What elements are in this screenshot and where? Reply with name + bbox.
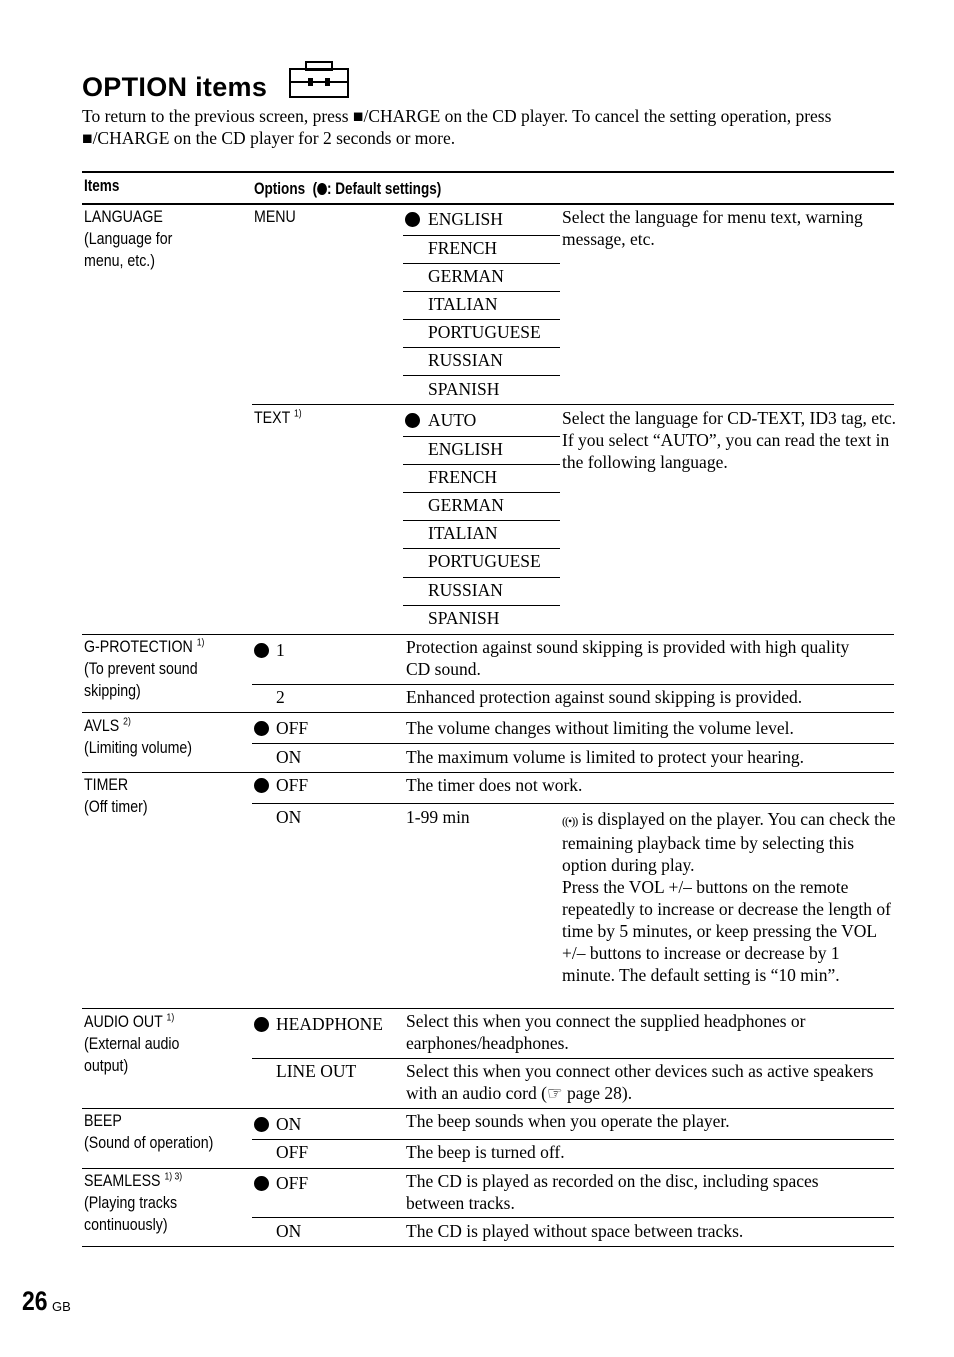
item-avls-desc1: (Limiting volume) [84, 739, 193, 757]
text-description: Select the language for CD-TEXT, ID3 tag, etc. If you select “AUTO”, you can read the text in the following language. [562, 408, 896, 472]
item-beep-desc1: (Sound of operation) [84, 1134, 214, 1152]
menu-default-dot-icon [405, 208, 426, 230]
menu-description: Select the language for menu text, warning message, etc. [562, 207, 863, 249]
item-seamless-label: SEAMLESS [84, 1172, 161, 1190]
menu-option-english: ENGLISH [428, 209, 503, 229]
avls-option-off: OFF [276, 718, 309, 738]
item-timer-desc1: (Off timer) [84, 798, 148, 816]
timer-default-dot-icon [254, 774, 275, 796]
beep-option-on: ON [276, 1114, 302, 1134]
header-options-label: Options [254, 180, 306, 198]
page-title-text: OPTION items [82, 72, 268, 102]
seamless-default-dot-icon [254, 1172, 275, 1194]
seamless-option-off-desc: The CD is played as recorded on the disc, including spaces between tracks. [406, 1171, 819, 1213]
menu-option-italian: ITALIAN [428, 294, 498, 314]
seamless-option-on-desc: The CD is played without space between tracks. [406, 1221, 744, 1241]
text-default-dot-icon [405, 409, 426, 431]
audioout-option-lineout-desc [406, 1060, 876, 1104]
page-title [82, 72, 267, 103]
audioout-default-dot-icon [254, 1013, 275, 1035]
timer-option-on-range: 1-99 min [406, 807, 470, 827]
item-audioout-desc2: output) [84, 1057, 129, 1075]
beep-option-on-desc: The beep sounds when you operate the player. [406, 1111, 730, 1131]
menu-option-portuguese: PORTUGUESE [428, 322, 541, 342]
header-default-note: : Default settings) [326, 180, 442, 198]
intro-text: To return to the previous screen, press ■/CHARGE on the CD player. To cancel the setting operation, press ■/CHARGE on the CD player for 2 seconds or more. [82, 106, 832, 148]
header-options [254, 178, 441, 200]
item-gprotection-note: 1) [196, 637, 205, 649]
page-number: 26 [22, 1286, 48, 1316]
timer-option-on-desc-text: is displayed on the player. You can check the remaining playback time by selecting this option during play. Press the VOL +/– buttons on the remote repeatedly to increase or decrease the length of time by 5 minutes, or keep pressing the VOL +/– buttons to increase or decrease by 1 minute. The default setting is “10 min”. [562, 809, 896, 985]
menu-option-russian: RUSSIAN [428, 350, 503, 370]
audioout-lineout-desc-pre: Select this when you connect other devices such as active speakers with an audio cord ( [406, 1061, 874, 1103]
text-option-german: GERMAN [428, 495, 504, 515]
option-text-note: 1) [293, 408, 302, 420]
option-text-label: TEXT [254, 409, 291, 427]
option-text [254, 407, 302, 429]
option-menu: MENU [254, 208, 296, 226]
text-option-french: FRENCH [428, 467, 498, 487]
audioout-option-headphone: HEADPHONE [276, 1014, 383, 1034]
gprotection-option-2: 2 [276, 687, 285, 707]
item-gprotection-label: G-PROTECTION [84, 638, 193, 656]
audioout-lineout-desc-post: page 28). [562, 1083, 633, 1103]
beep-option-off-desc: The beep is turned off. [406, 1142, 565, 1162]
menu-option-german: GERMAN [428, 266, 504, 286]
avls-option-on-desc: The maximum volume is limited to protect your hearing. [406, 747, 805, 767]
timer-option-on: ON [276, 807, 302, 827]
item-gprotection-desc1: (To prevent sound [84, 660, 198, 678]
gprotection-option-1-desc: Protection against sound skipping is provided with high quality CD sound. [406, 637, 850, 679]
item-beep: BEEP [84, 1112, 122, 1130]
item-audioout [84, 1011, 174, 1033]
item-audioout-label: AUDIO OUT [84, 1013, 163, 1031]
menu-option-spanish: SPANISH [428, 379, 500, 399]
page-ref-icon: ☞ [546, 1083, 563, 1103]
timer-option-off-desc: The timer does not work. [406, 775, 583, 795]
beep-default-dot-icon [254, 1113, 275, 1135]
item-audioout-desc1: (External audio [84, 1035, 180, 1053]
item-seamless-desc1: (Playing tracks [84, 1194, 178, 1212]
item-gprotection-desc2: skipping) [84, 682, 141, 700]
menu-option-french: FRENCH [428, 238, 498, 258]
toolbox-icon [289, 60, 351, 100]
avls-option-on: ON [276, 747, 302, 767]
item-avls-label: AVLS [84, 717, 120, 735]
item-language-desc2: menu, etc.) [84, 252, 155, 270]
text-option-auto: AUTO [428, 410, 477, 430]
page-region: GB [52, 1299, 71, 1314]
header-paren: ( [312, 180, 318, 198]
audioout-option-headphone-desc: Select this when you connect the supplied headphones or earphones/headphones. [406, 1011, 806, 1053]
gprotection-default-dot-icon [254, 639, 275, 661]
timer-option-off: OFF [276, 775, 309, 795]
seamless-option-on: ON [276, 1221, 302, 1241]
avls-default-dot-icon [254, 717, 275, 739]
item-seamless-desc2: continuously) [84, 1216, 168, 1234]
item-language: LANGUAGE [84, 208, 163, 226]
avls-option-off-desc: The volume changes without limiting the volume level. [406, 718, 794, 738]
item-gprotection [84, 636, 204, 658]
gprotection-option-1: 1 [276, 640, 285, 660]
header-items: Items [84, 177, 120, 195]
text-option-spanish: SPANISH [428, 608, 500, 628]
item-audioout-note: 1) [166, 1012, 175, 1024]
text-option-russian: RUSSIAN [428, 580, 503, 600]
timer-option-on-desc [562, 808, 896, 986]
gprotection-option-2-desc: Enhanced protection against sound skipping is provided. [406, 687, 803, 707]
beep-option-off: OFF [276, 1142, 309, 1162]
item-timer: TIMER [84, 776, 129, 794]
default-dot-icon [317, 183, 327, 195]
item-seamless-note: 1) 3) [164, 1171, 183, 1183]
text-option-english: ENGLISH [428, 439, 503, 459]
item-seamless [84, 1170, 182, 1192]
item-avls-note: 2) [123, 716, 131, 728]
text-option-portuguese: PORTUGUESE [428, 551, 541, 571]
audioout-option-lineout: LINE OUT [276, 1061, 357, 1081]
seamless-option-off: OFF [276, 1173, 309, 1193]
text-option-italian: ITALIAN [428, 523, 498, 543]
timer-indicator-icon: ((•)) [562, 814, 578, 828]
item-avls [84, 715, 131, 737]
item-language-desc1: (Language for [84, 230, 173, 248]
